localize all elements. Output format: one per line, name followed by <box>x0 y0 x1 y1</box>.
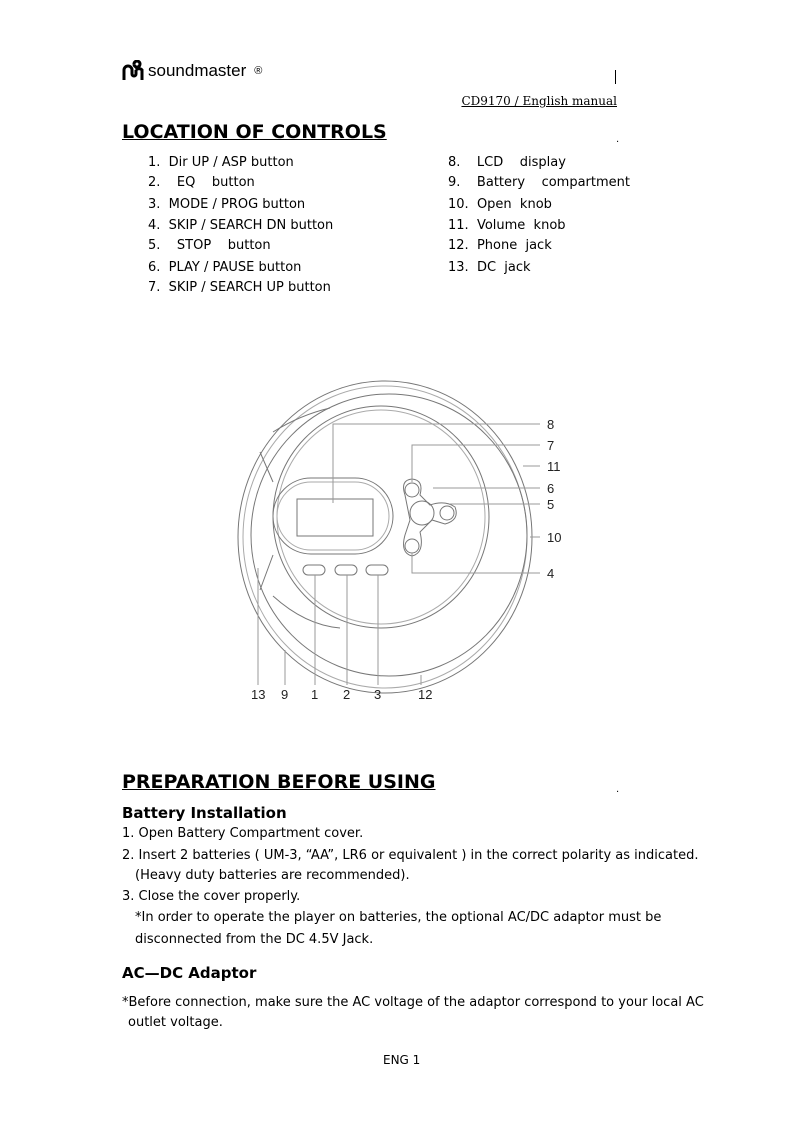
battery-instruction: disconnected from the DC 4.5V Jack. <box>135 932 374 947</box>
middle-ring <box>251 394 527 676</box>
adaptor-instruction: *Before connection, make sure the AC voltage of the adaptor correspond to your local AC <box>122 995 704 1010</box>
callout-label: 2 <box>343 687 351 702</box>
control-list-item: 11. Volume knob <box>448 218 566 233</box>
dot: . <box>616 784 620 795</box>
control-list-item: 9. Battery compartment <box>448 175 630 190</box>
control-list-item: 8. LCD display <box>448 155 566 170</box>
control-list-item: 12. Phone jack <box>448 238 552 253</box>
section-title-location: LOCATION OF CONTROLS <box>122 121 387 143</box>
section-title-preparation: PREPARATION BEFORE USING <box>122 771 436 793</box>
dot: . <box>616 134 620 145</box>
brand-name: soundmaster <box>148 61 247 80</box>
callout-label: 3 <box>374 687 382 702</box>
callout-label: 11 <box>547 459 561 474</box>
control-list-item: 13. DC jack <box>448 260 531 275</box>
callout-label: 13 <box>251 687 266 702</box>
battery-title: Battery Installation <box>122 804 287 822</box>
battery-instruction: 1. Open Battery Compartment cover. <box>122 826 364 841</box>
callout-label: 10 <box>547 530 562 545</box>
callout-label: 7 <box>547 438 555 453</box>
battery-instruction: (Heavy duty batteries are recommended). <box>135 868 410 883</box>
asp-button <box>303 565 325 575</box>
trefoil-pad <box>404 479 457 556</box>
manual-title: CD9170 / English manual <box>461 94 617 108</box>
battery-instruction: *In order to operate the player on batteries, the optional AC/DC adaptor must be <box>135 910 662 925</box>
adaptor-instruction: outlet voltage. <box>128 1015 223 1030</box>
battery-instruction: 3. Close the cover properly. <box>122 889 301 904</box>
skip-down-button <box>405 539 419 553</box>
battery-instruction: 2. Insert 2 batteries ( UM-3, “AA”, LR6 or equivalent ) in the correct polarity as indicated. <box>122 848 699 863</box>
control-list-item: 7. SKIP / SEARCH UP button <box>148 280 331 295</box>
page-number: ENG 1 <box>383 1053 421 1067</box>
control-list-item: 3. MODE / PROG button <box>148 197 306 212</box>
callout-label: 1 <box>311 687 319 702</box>
stop-button <box>440 506 454 520</box>
play-button <box>410 501 434 525</box>
leader-lines <box>258 424 540 685</box>
eq-button <box>335 565 357 575</box>
control-list-item: 4. SKIP / SEARCH DN button <box>148 218 334 233</box>
outer-rim <box>243 386 527 688</box>
control-list-item: 2. EQ button <box>148 175 255 190</box>
lid <box>273 406 489 628</box>
registered-mark: ® <box>254 65 263 77</box>
callout-label: 5 <box>547 497 555 512</box>
callout-label: 12 <box>418 687 433 702</box>
control-list-item: 1. Dir UP / ASP button <box>148 155 294 170</box>
adaptor-title: AC—DC Adaptor <box>122 964 257 982</box>
mode-button <box>366 565 388 575</box>
control-list-item: 6. PLAY / PAUSE button <box>148 260 302 275</box>
outer-body <box>238 381 532 693</box>
callout-label: 9 <box>281 687 289 702</box>
callout-label: 4 <box>547 566 555 581</box>
skip-up-button <box>405 483 419 497</box>
control-list-item: 5. STOP button <box>148 238 271 253</box>
callout-label: 8 <box>547 417 555 432</box>
control-list-item: 10. Open knob <box>448 197 552 212</box>
callout-label: 6 <box>547 481 555 496</box>
lcd-display <box>297 499 373 536</box>
